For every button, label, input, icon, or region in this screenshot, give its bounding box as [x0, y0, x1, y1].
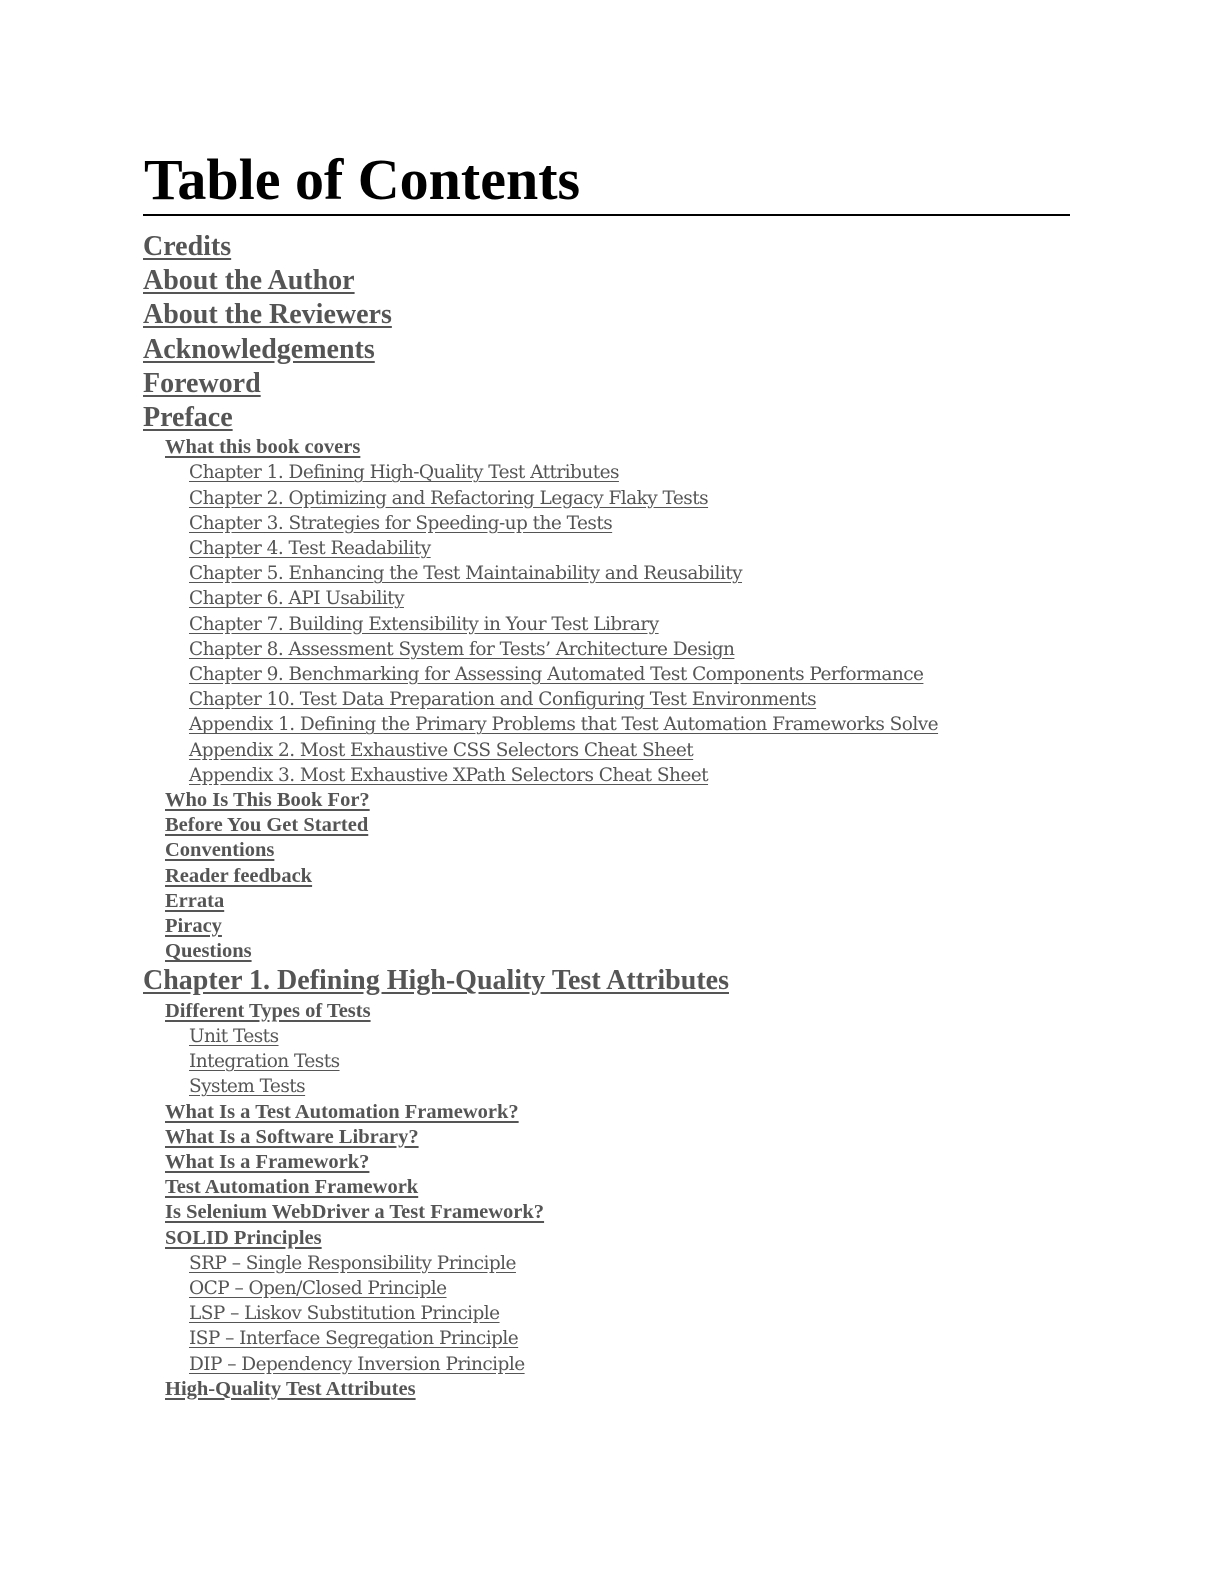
toc-link-level-3[interactable]: SRP – Single Responsibility Principle [189, 1252, 516, 1274]
toc-link-level-2[interactable]: What this book covers [165, 436, 361, 459]
toc-link-level-2[interactable]: Is Selenium WebDriver a Test Framework? [165, 1201, 545, 1224]
toc-link-level-3[interactable]: Chapter 10. Test Data Preparation and Configuring Test Environments [189, 689, 817, 711]
title-divider [143, 214, 1070, 216]
toc-link-level-3[interactable]: Appendix 2. Most Exhaustive CSS Selectors Cheat Sheet [189, 739, 694, 761]
toc-link-level-2[interactable]: What Is a Software Library? [165, 1125, 419, 1148]
table-of-contents [143, 230, 1070, 1402]
toc-link-level-3[interactable]: DIP – Dependency Inversion Principle [189, 1353, 525, 1375]
toc-link-level-3[interactable]: Chapter 9. Benchmarking for Assessing Automated Test Components Performance [189, 664, 924, 686]
toc-link-level-3[interactable]: LSP – Liskov Substitution Principle [189, 1303, 500, 1325]
toc-link-level-1[interactable]: Credits [143, 231, 232, 262]
toc-link-level-3[interactable]: Chapter 4. Test Readability [189, 538, 431, 560]
document-page [143, 148, 1070, 1402]
page-title: Table of Contents [144, 147, 581, 212]
toc-link-level-3[interactable]: Chapter 7. Building Extensibility in Your Test Library [189, 613, 659, 635]
toc-link-level-3[interactable]: Chapter 1. Defining High-Quality Test Attributes [189, 462, 619, 484]
toc-link-level-3[interactable]: Appendix 3. Most Exhaustive XPath Selectors Cheat Sheet [189, 764, 709, 786]
toc-link-level-3[interactable]: Chapter 2. Optimizing and Refactoring Legacy Flaky Tests [189, 487, 709, 509]
toc-link-level-2[interactable]: Reader feedback [165, 864, 313, 887]
toc-link-level-1[interactable]: Acknowledgements [143, 333, 375, 365]
toc-link-level-3[interactable]: Unit Tests [189, 1025, 279, 1047]
toc-link-level-2[interactable]: Who Is This Book For? [165, 789, 370, 812]
toc-link-level-1[interactable]: About the Author [143, 265, 355, 297]
toc-link-level-2[interactable]: Different Types of Tests [165, 999, 371, 1022]
toc-link-level-2[interactable]: Test Automation Framework [165, 1176, 419, 1199]
toc-link-level-1[interactable]: Preface [143, 402, 233, 434]
toc-link-level-3[interactable]: Chapter 3. Strategies for Speeding-up the Tests [189, 512, 613, 534]
toc-link-level-3[interactable]: Chapter 8. Assessment System for Tests’ Architecture Design [189, 638, 735, 660]
toc-link-level-3[interactable]: Appendix 1. Defining the Primary Problems that Test Automation Frameworks Solve [189, 714, 939, 736]
toc-link-level-2[interactable]: Questions [165, 940, 252, 963]
toc-link-level-2[interactable]: Errata [165, 889, 225, 912]
toc-link-level-3[interactable]: System Tests [189, 1076, 306, 1098]
toc-link-level-2[interactable]: Piracy [165, 915, 222, 938]
toc-link-level-2[interactable]: Conventions [165, 839, 275, 862]
toc-link-level-3[interactable]: ISP – Interface Segregation Principle [189, 1328, 519, 1350]
toc-link-level-2[interactable]: What Is a Test Automation Framework? [165, 1100, 519, 1123]
toc-link-level-1[interactable]: Foreword [143, 367, 261, 399]
toc-link-level-3[interactable]: Chapter 6. API Usability [189, 588, 404, 610]
toc-link-level-2[interactable]: What Is a Framework? [165, 1150, 370, 1173]
toc-link-level-3[interactable]: OCP – Open/Closed Principle [189, 1277, 447, 1299]
toc-link-level-3[interactable]: Chapter 5. Enhancing the Test Maintainability and Reusability [189, 563, 743, 585]
toc-link-level-3[interactable]: Integration Tests [189, 1051, 340, 1073]
toc-link-level-2[interactable]: Before You Get Started [165, 814, 369, 837]
toc-link-level-1[interactable]: About the Reviewers [143, 299, 392, 331]
toc-link-level-2[interactable]: High-Quality Test Attributes [165, 1377, 416, 1400]
toc-link-level-2[interactable]: SOLID Principles [165, 1226, 322, 1249]
toc-link-level-1[interactable]: Chapter 1. Defining High-Quality Test Attributes [143, 965, 729, 997]
